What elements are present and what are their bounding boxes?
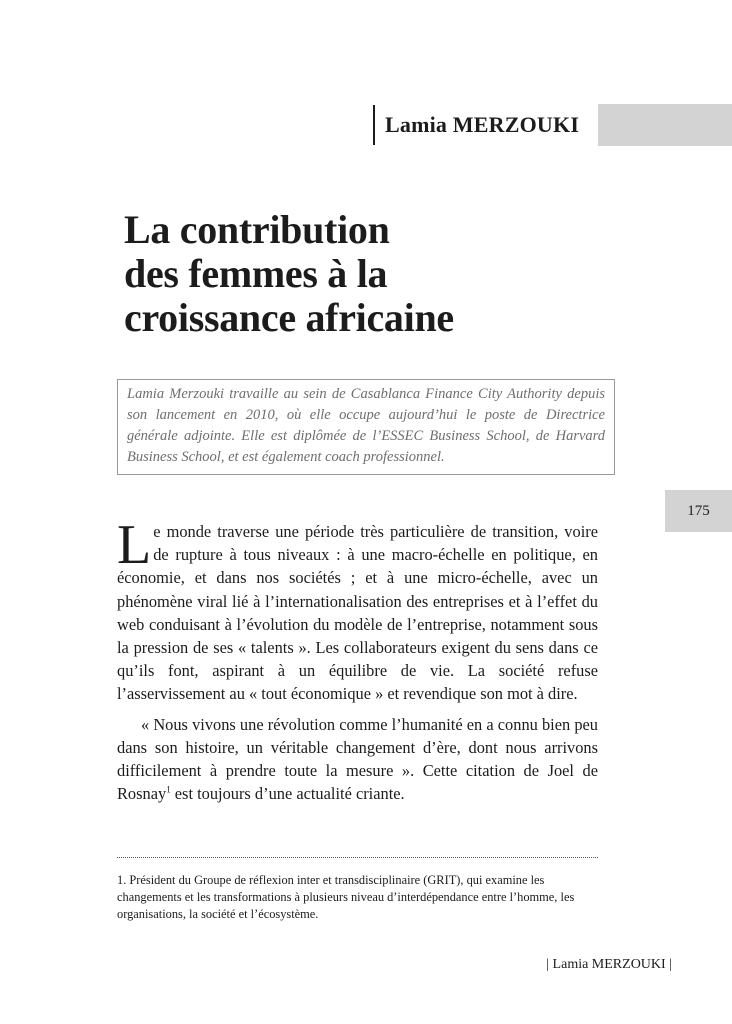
author-header xyxy=(373,104,579,146)
footnote-reference: 1 xyxy=(166,784,171,795)
page-number: 175 xyxy=(665,490,732,532)
footnote-divider xyxy=(117,857,598,858)
paragraph-1-text: e monde traverse une période très particulière de transition, voire de rupture à tous niveaux : à une macro-échelle en politique, en économie, et dans nos sociétés ; et à une micro-échelle, avec un phénomène viral lié à l’internationalisation des entreprises et à l’effet du web conduisant à l’évolution du modèle de l’entreprise, notamment sous la pression de ses « talents ». Les collaborateurs exigent du sens dans ce qu’ils font, aspirant à un équilibre de vie. La société refuse l’asservissement au « tout économique » et revendique son mot à dire. xyxy=(117,522,598,704)
drop-cap: L xyxy=(117,514,152,576)
author-bio-box: Lamia Merzouki travaille au sein de Casablanca Finance City Authority depuis son lancement en 2010, où elle occupe aujourd’hui le poste de Directrice générale adjointe. Elle est diplômée de l’ESSEC Business School, de Harvard Business School, et est également coach professionnel. xyxy=(117,379,615,475)
title-line: des femmes à la xyxy=(124,251,388,296)
title-line: La contribution xyxy=(124,207,390,252)
author-name: Lamia MERZOUKI xyxy=(385,112,580,137)
header-vertical-bar xyxy=(373,105,375,145)
article-title xyxy=(124,208,454,340)
running-footer: | Lamia MERZOUKI | xyxy=(546,957,672,972)
title-line: croissance africaine xyxy=(124,295,454,340)
paragraph-2 xyxy=(117,713,598,806)
paragraph-1 xyxy=(117,514,598,706)
footnote: 1. Président du Groupe de réflexion inter et transdisciplinaire (GRIT), qui examine les changements et les transformations à plusieurs niveau d’interdépendance entre l’homme, les organisations, la société et l’écosystème. xyxy=(117,873,575,921)
header-gray-box xyxy=(598,104,732,146)
article-body xyxy=(117,514,598,812)
paragraph-2-text: « Nous vivons une révolution comme l’humanité en a connu bien peu dans son histoire, un véritable changement d’ère, dont nous arrivons difficilement à prendre toute la mesure ». Cette citation de Joel de Rosnay xyxy=(117,714,598,804)
paragraph-2-end: est toujours d’une actualité criante. xyxy=(170,784,405,804)
